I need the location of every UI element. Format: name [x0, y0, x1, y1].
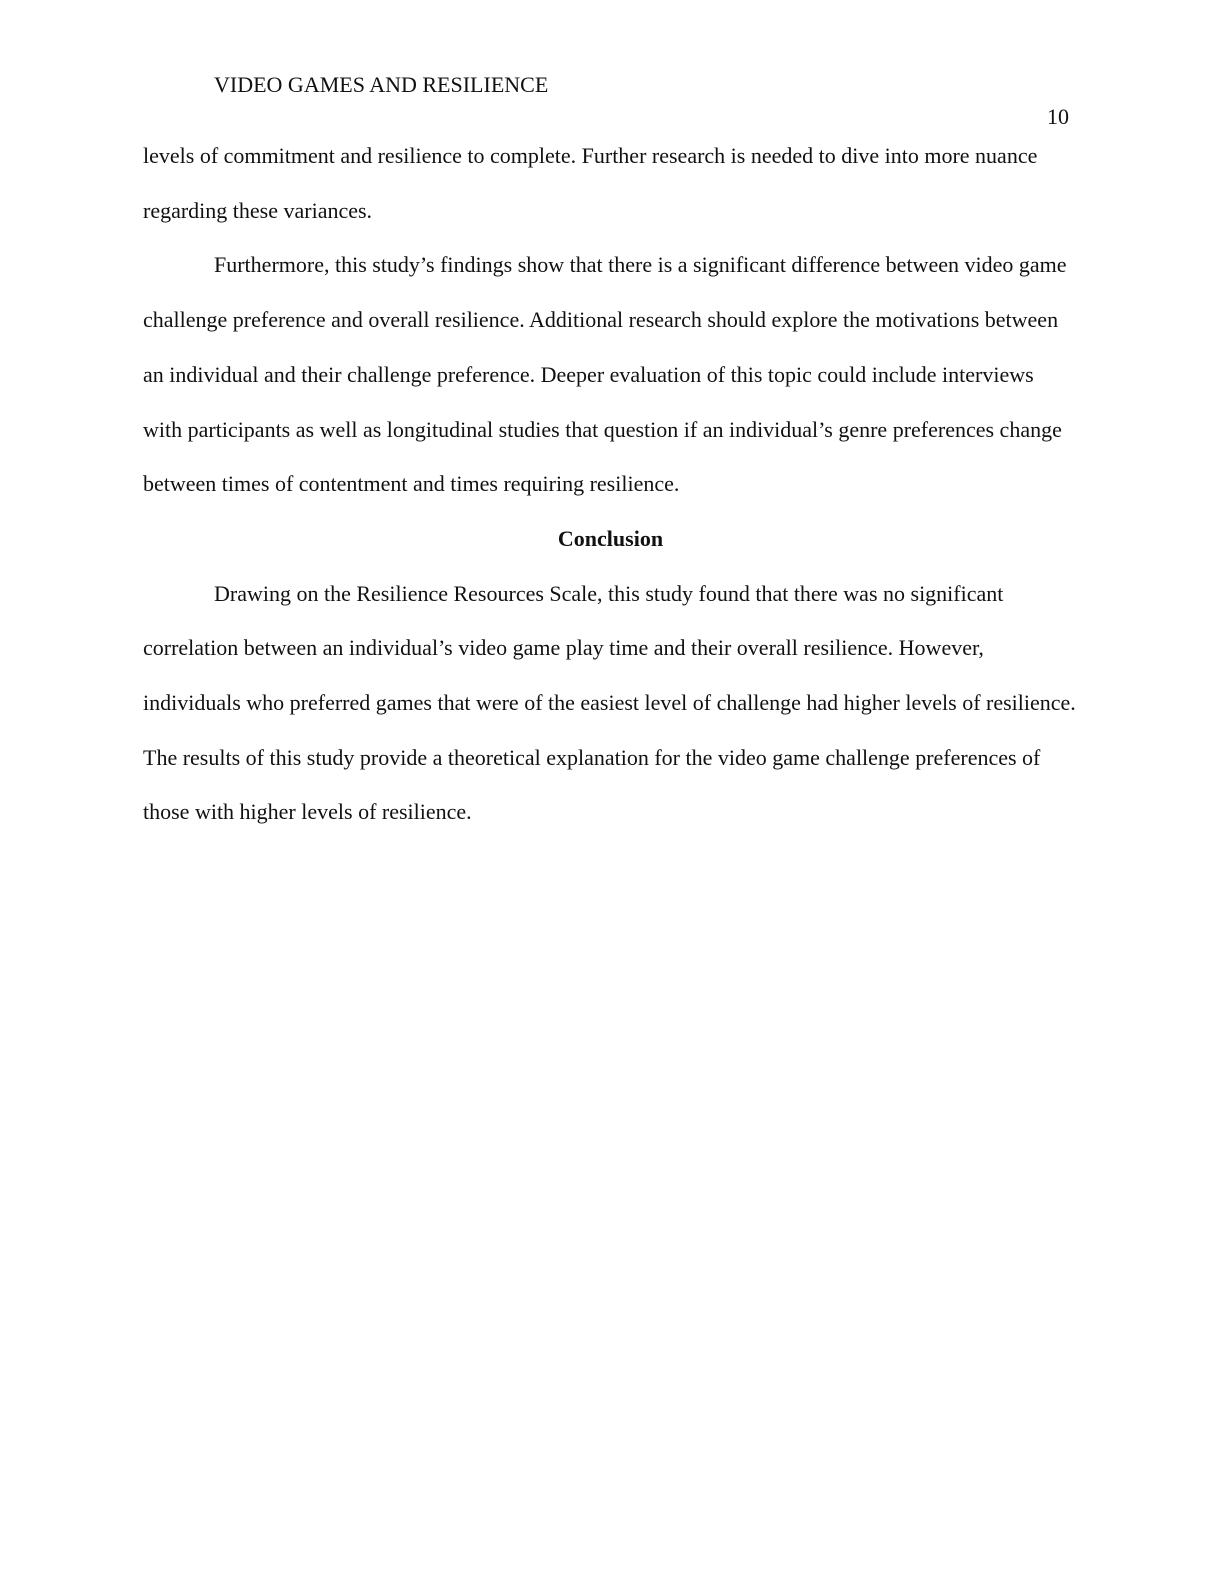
body-text	[143, 129, 1078, 840]
paragraph-conclusion: Drawing on the Resilience Resources Scale, this study found that there was no significant correlation between an individual’s video game play time and their overall resilience. However, individuals who preferred games that were of the easiest level of challenge had higher levels of resilience. The results of this study provide a theoretical explanation for the video game challenge preferences of those with higher levels of resilience.	[143, 580, 1076, 825]
page-number: 10	[1047, 104, 1069, 129]
paragraph-future-research: Furthermore, this study’s findings show that there is a significant difference between video game challenge preference and overall resilience. Additional research should explore the motivations between an individual and their challenge preference. Deeper evaluation of this topic could include interviews with participants as well as longitudinal studies that question if an individual’s genre preferences change between times of contentment and times requiring resilience.	[143, 252, 1067, 497]
running-head: VIDEO GAMES AND RESILIENCE	[214, 72, 549, 97]
section-heading-conclusion: Conclusion	[557, 525, 664, 551]
paragraph-continuation: levels of commitment and resilience to complete. Further research is needed to dive into more nuance regarding these variances.	[143, 143, 1038, 223]
